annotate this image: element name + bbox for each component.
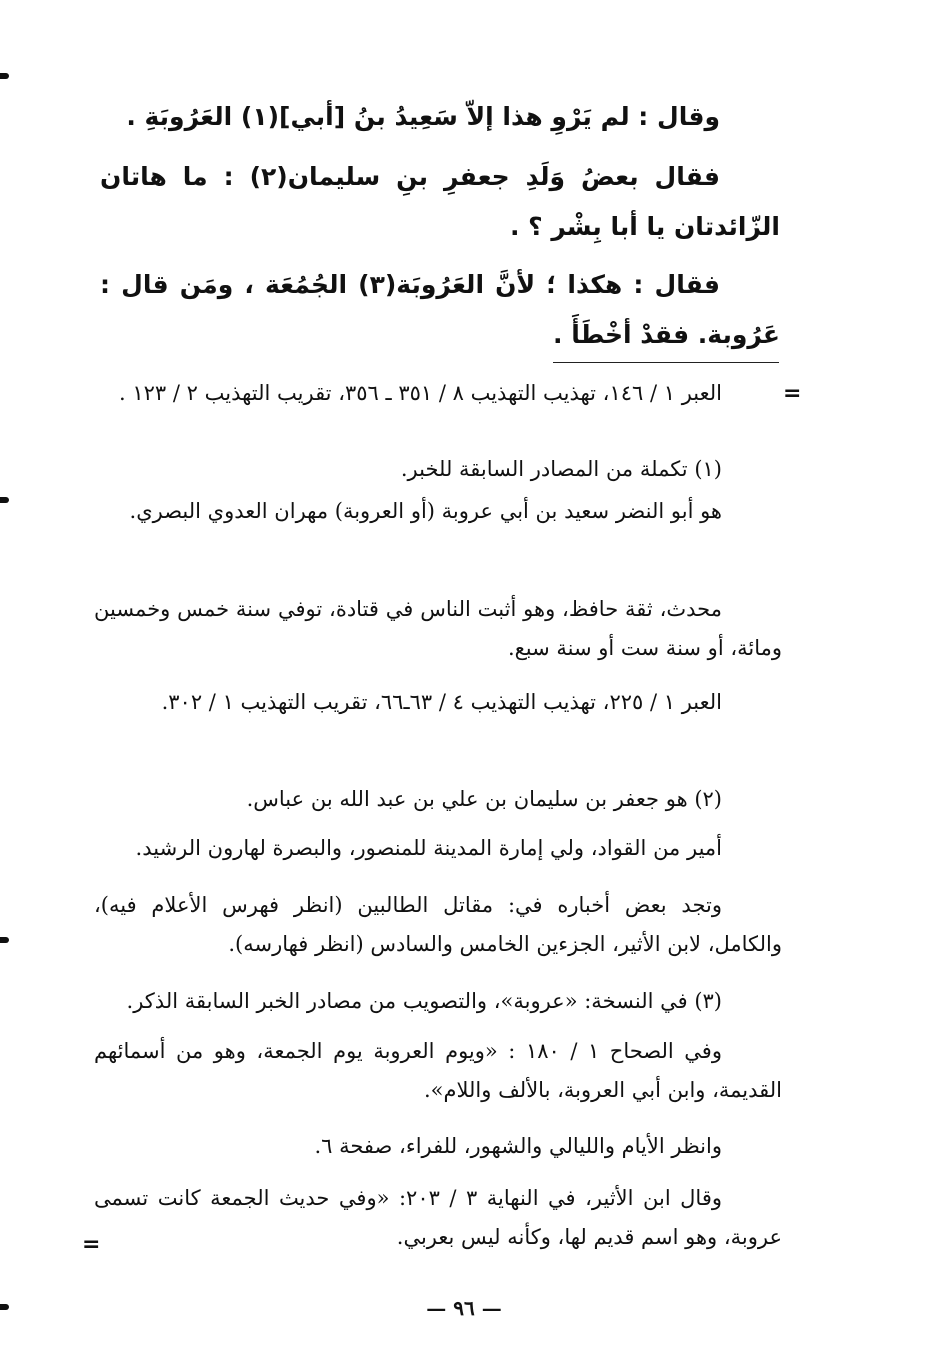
footnote-1-bio: هو أبو النضر سعيد بن أبي عروبة (أو العروبة) مهران العدوي البصري.	[129, 499, 722, 523]
footnote-continuation: العبر ١ / ١٤٦، تهذيب التهذيب ٨ / ٣٥١ ـ ٣٥٦، تقريب التهذيب ٢ / ١٢٣ .	[119, 381, 722, 405]
page-number: — ٩٦ —	[426, 1296, 502, 1320]
footnote-1-title: (١) تكملة من المصادر السابقة للخبر.	[400, 457, 722, 481]
footnote-3-title: (٣) في النسخة: «عروبة»، والتصويب من مصادر الخبر السابقة الذكر.	[126, 989, 722, 1013]
footnote-3-farra: وانظر الأيام والليالي والشهور، للفراء، صفحة ٦.	[314, 1134, 722, 1158]
footnote-separator	[553, 362, 779, 363]
footnote-2-title: (٢) هو جعفر بن سليمان بن علي بن عبد الله بن عباس.	[246, 787, 722, 811]
footnote-3-nihaya: وقال ابن الأثير، في النهاية ٣ / ٢٠٣: «وفي حديث الجمعة كانت تسمى عروبة، وهو اسم قديم لها، وكأنه ليس بعربي.	[94, 1186, 782, 1249]
main-paragraph-2: فقال بعضُ وَلَدِ جعفرِ بنِ سليمان(٢) : ما هاتان الزّائدتان يا أبا بِشْر ؟ .	[100, 162, 780, 241]
footnote-3-sihah: وفي الصحاح ١ / ١٨٠ : «ويوم العروبة يوم الجمعة، وهو من أسمائهم القديمة، وابن أبي العروبة، بالألف واللام».	[94, 1039, 782, 1102]
main-paragraph-1: وقال : لم يَرْوِ هذا إلاّ سَعِيدُ بنُ [أبي](١) العَرُوبَةِ .	[126, 102, 720, 131]
footnote-2-bio: أمير من القواد، ولي إمارة المدينة للمنصور، والبصرة لهارون الرشيد.	[135, 836, 722, 860]
end-continuation-mark: =	[82, 1232, 101, 1257]
footnote-1-sources: العبر ١ / ٢٢٥، تهذيب التهذيب ٤ / ٦٣ـ٦٦، تقريب التهذيب ١ / ٣٠٢.	[161, 690, 722, 714]
binding-mark	[0, 937, 9, 943]
footnote-2-sources: وتجد بعض أخباره في: مقاتل الطالبين (انظر فهرس الأعلام فيه)، والكامل، لابن الأثير، الجزءين الخامس والسادس (انظر فهارسه).	[94, 893, 782, 956]
continuation-mark: =	[783, 381, 802, 406]
main-paragraph-3: فقال : هكذا ؛ لأنَّ العَرُوبَة(٣) الجُمُعَة ، ومَن قال : عَرُوبة. فقدْ أخْطَأَ .	[100, 270, 780, 349]
binding-mark	[0, 73, 9, 79]
binding-mark	[0, 497, 9, 503]
footnote-1-details: محدث، ثقة حافظ، وهو أثبت الناس في قتادة، توفي سنة خمس وخمسين ومائة، أو سنة ست أو سنة سبع.	[94, 597, 782, 660]
